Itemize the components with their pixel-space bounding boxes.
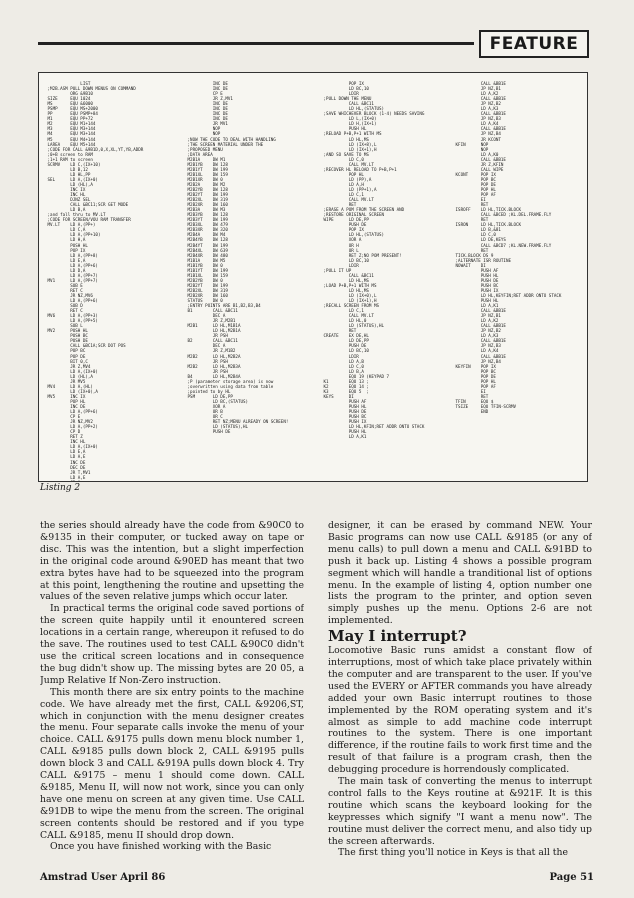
magazine-issue: Amstrad User April 86 (40, 872, 166, 883)
paragraph: designer, it can be erased by command NEW. Your Basic programs can now use CALL &9185 (or any of menu calls) to pull down a menu and CALL &91BD to push it back up. Listing 4 shows a possible program segment which will handle a tranditional list of options menu. In the example of listing 4, option number one lists the program to the printer, and option seven simply pushes up the menu. Options 2-6 are not implemented. (328, 520, 592, 627)
article-column-right (328, 520, 592, 860)
section-label: FEATURE (479, 30, 589, 58)
paragraph: This month there are six entry points to the machine code. We have already met the first, CALL &9206,ST, which in conjunction with the menu designer creates the menu. Four separate calls invoke the menu of your choice. CALL &9175 pulls down menu block number 1, CALL &9185 pulls down block 2, CALL &9195 pulls down block 3 and CALL &919A pulls down block 4. Try CALL &9175 – menu 1 should come down. CALL &9185, Menu II, will now not work, since you can only have one menu on screen at any given time. Use CALL &91DB to wipe the menu from the screen. The original screen contents should be restored and if you type CALL &9185, menu II should drop down. (40, 686, 304, 841)
paragraph: Once you have finished working with the Basic (50, 841, 272, 853)
paragraph: Locomotive Basic runs amidst a constant flow of interruptions, most of which take place privately within the computer and are transparent to the user. If you've used the EVERY or AFTER commands you have already added your own Basic interrupt routines to those implemented by the ROM operating system and it's almost as simple to add machine code interrupt routines to the system. There is one important difference, if the routine fails to work first time and the result of that failure is a program crash, then the debugging procedure is horrendously complicated. (328, 645, 592, 776)
page-number: Page 51 (549, 872, 594, 883)
listing-column-2: INC DE INC DE CP E JR Z,MV1 INC DE INC DE INC DE INC DE JR MV1 NOP NOP ;NOW THE CODE TO DEAL WITH HANDLING ;THE SCREEN MATERIAL UNDER THE ;PROPOSED MENU ;DATA AREA M2B1A DW M1 M2B1YB DW 128 M2B1YT DW 199 M2B1XL DW 159 M2B1XR DW 0 M2B2A DW M2 M2B2YB DW 128 M2B2YT DW 199 M2B2XL DW 319 M2B2XR DW 160 M2B3A DW M3 M2B3YB DW 128 M2B3YT DW 199 M2B3XL DW 479 M2B3XR DW 320 M2B4A DW M4 M2B4YB DW 128 M2B4YT DW 199 M2B4XL DW 639 M2B4XR DW 480 M1B1A DW M5 M1B1YB DW 0 M1B1YT DW 199 M1B1XL DW 159 M2B2YB DW 0 M2B2YT DW 199 M2B2XL DW 319 M2B2XR DW 160 STATUS DW 0 ;ENTRY POINTS ARE B1,B2,B3,B4 B1 CALL &BC11 DEC A JR Z,M2B1 M2B1 LD HL,M1B1A LD HL,M2B1A JR PSH B2 CALL &BC11 DEC A JR Z,M1B2 M2B2 LD HL,M2B2A JR PSH M2B2 LD HL,M2B3A JR PSH B4 LD HL,M2B4A ;P (parameter storage area) is now ;overwritten using data from table ;pointed to by HL PSM LD DE,PP LD BC,(STATUS) XOR A OR B OR C RET NZ;MENU ALREADY ON SCREEN! LD (STATUS),HL PUSH DE (187, 81, 289, 435)
listing-column-4: CALL &BB1E JP NZ,B1 LD A,K2 CALL &BB1E JP NZ,B2 LD A,K3 CALL &BB1E JP NZ,B3 LD A,K4 CALL &BB1E JP NZ,B4 JR KCONT KFIN NOP NOP LD A,K0 CALL &BB1E JR Z,KFIN CALL WIPE KCONT POP IX POP BC POP DE POP HL POP AF EI RET ISROFF LD HL,TICK.BLOCK CALL &BCED ;KL.DEL.FRAME.FLY RET ISRON LD HL,TICK.BLOCK LD B,&81 LD C,0 LD DE,KEYS CALL &BCD7 ;KL.NEW.FRAME.FLY RET TICK.BLOCK DS 9 ;ALTERNATE ISR ROUTINE NOWAIT DI PUSH AF PUSH HL PUSH DE PUSH BC PUSH IX LD HL,KEYFIN;RET ADDR ONTO STACK PUSH HL LD A,K1 CALL &BB1E JP NZ,B1 LD A,K2 CALL &BB1E JP NZ,B2 LD A,K3 CALL &BB1E JP NZ,B3 LD A,K4 CALL &BB1E JP NZ,B4 KEYFIN POP IX POP BC POP DE POP HL POP AF EI RET TFIN EQU $ TSIZE EQU TFIN-SCRMV END (455, 81, 562, 415)
paragraph: In practical terms the original code saved portions of the screen quite happily until it enountered screen locations in a certain range, whereupon it refused to do the save. The routines used to test CALL &90C0 didn't use the critical screen locations and in consequence the bug didn't show up. The missing bytes are 20 05, a Jump Relative If Non-Zero instruction. (40, 603, 304, 686)
article-column-left (40, 520, 304, 860)
code-listing (38, 72, 588, 482)
listing-column-3: POP IX LD BC,10 LDIR ;PULL DOWN THE MENU CALL &BC11 LD HL,(STATUS) ;SAVE WHICHEVER BLOCK (1-4) NEEDS SAVING LD L,(IX+0) LD H,(IX+1) PUSH HL ;RELOAD P+B,P+1 WITH MS LD HL,MS LD (IX+8),L LD (IX+1),H ;AND SO SAVE TO MS LD C,0 CALL MV.LT ;RECOVER HL RELOAD TO P+B,P+1 POP HL LD (PP),A LD A,H LD (PP+1),A LD C,1 CALL MV.LT RET ;ERASE A POM FROM THE SCREEN AND ;RESTORE ORIGINAL SCREEN WIPE LD DE,PP PUSH DE POP IX LD HL,(STATUS) XOR A OR H OR L RET Z;NO POM PRESENT! LD BC,10 LDIR ;PULL IT UP CALL &BC11 LD HL,MS ;LOAD P+B,P+1 WITH MS LD HL,MS LD (IX+0),L LD (IX+1),H ;RECALL SCREEN FROM MS LD C,1 CALL MV.LT LD HL,0 LD (STATUS),HL RET CREATE EX DE,HL LD DE,PP PUSH DE LD BC,10 LDIR LD A,B LD C,0 LD B,A EQU 19 (KEYPAD 7 K1 EQU 13 ; K2 EQU 14 ; K3 EQU 5 ; KEYS DI PUSH AF PUSH HL PUSH DE PUSH BC PUSH IX LD HL,KFIN;RET ADDR ONTO STACK PUSH HL LD A,K1 (323, 81, 425, 440)
paragraph: The main task of converting the menus to interrupt control falls to the Keys routine at &921F. It is this routine which scans the keyboard looking for the keypresses which signify "I want a menu now". The routine must deliver the correct menu, and also tidy up the screen afterwards. (328, 776, 592, 847)
header-rule (38, 42, 474, 45)
section-heading: May I interrupt? (328, 627, 467, 646)
paragraph: The first thing you'll notice in Keys is that all the (338, 847, 569, 859)
listing-caption: Listing 2 (40, 483, 81, 493)
paragraph: the series should already have the code from &90C0 to &9135 in their computer, or tucked away on tape or disc. This was the intention, but a slight imperfection in the original code around &90ED has meant that two extra bytes have had to be squeezed into the program at this point, lengthening the routine and upsetting the values of the seven relative jumps which occur later. (40, 520, 304, 603)
listing-column-1: LIST ;M2B.ASM PULL DOWN MENUS ON COMMAND ORG &9B10 SIZE EQU 1024 MS EQU &6000 PSMP EQU MS+2000 PP EQU PSMP+84 M1 EQU PP+72 M2 EQU M1+144 M3 EQU M3+144 M4 EQU M3+144 M5 EQU M4+144 LAREA EQU M5+144 ;CODE FOR CALL &9B1D,0,X,XL,YT,YB,ADDR ;0+B screen to RAM ;1+1 RAM to screen SCRMV LD C,(IX+10) LD B,12 LD HL,PP SEL LD A,(IX+0) LD (HL),A INC IX INC HL DJNZ SEL CALL &BC11;SCR GET MODE LD B,A ;and fall thru to MV.LT ;CODE FOR SCREEN/VOU RAM TRANSFER MV.LT LD A,(PP+) LD C,A LD A,(PP+10) LD H,A PUSH HL POP IX LD A,(PP+8) LD E,A LD A,(PP+6) LD D,A LD A,(PP+7) MV1 LD A,(PP+7) SUB E RET C JR NZ,MV6 LD A,(PP+6) SUB D RET C MV6 LD A,(PP+3) LD A,(PP+5) SUB L MV2 PUSH HL PUSH BC PUSH DE CALL &BC1A;SCR DOT POS POP BC POP DE BIT 0,C JR Z,MV4 LD A,(IX+0) LD (HL),A JR MV5 MV4 LD A,(HL) LD (IX+0),A MV5 INC IX POP HL INC DE LD A,(PP+6) CP E JR NZ,MV2 LD A,(PP+2) CP D RET Z INC HL LD A,(IX+0) LD E,A LD A,E INC DE DEC DE JR T,MV1 LD A,E (47, 81, 144, 480)
